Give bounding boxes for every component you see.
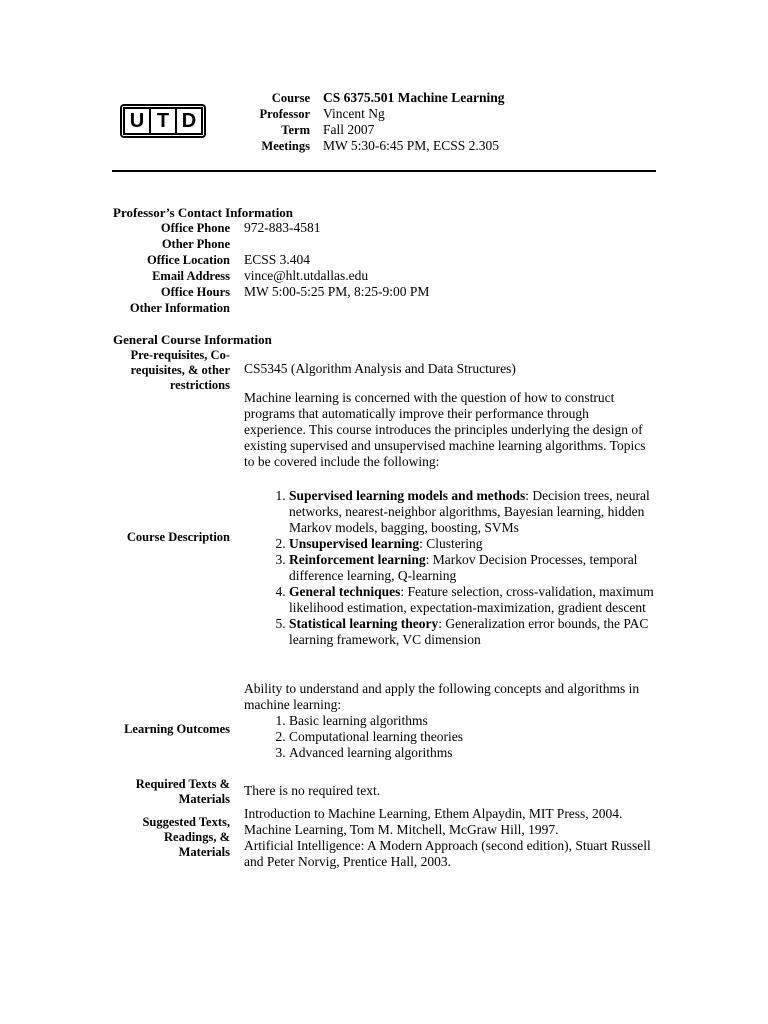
topic-text: : Clustering: [419, 536, 483, 551]
professor-label: Professor: [259, 107, 310, 121]
contact-section-title: Professor’s Contact Information: [113, 205, 294, 220]
topic-item: [289, 552, 654, 584]
suggested-texts-label-line-3: Materials: [178, 845, 230, 859]
office-phone-value: 972-883-4581: [244, 220, 321, 235]
office-location-label: Office Location: [147, 253, 230, 267]
meetings-label: Meetings: [261, 139, 310, 153]
other-phone-label: Other Phone: [161, 237, 230, 251]
topic-title: Unsupervised learning: [289, 536, 420, 551]
suggested-text-3: Artificial Intelligence: A Modern Approach (second edition), Stuart Russell and Peter Norvig, Prentice Hall, 2003.: [244, 838, 651, 869]
required-texts-label-line-2: Materials: [178, 792, 230, 806]
topic-text: : Decision trees, neural networks, nearest-neighbor algorithms, Bayesian learning, hidden Markov models, bagging, boosting, SVMs: [289, 488, 650, 535]
required-texts-value: There is no required text.: [244, 783, 381, 798]
suggested-text-2: Machine Learning, Tom M. Mitchell, McGraw Hill, 1997.: [244, 822, 559, 837]
logo-letter-t: T: [151, 107, 177, 135]
prereq-value: CS5345 (Algorithm Analysis and Data Structures): [244, 361, 516, 376]
topic-item: [289, 616, 654, 648]
topic-item: [289, 584, 654, 616]
logo-letter-d: D: [177, 107, 203, 135]
meetings-value: MW 5:30-6:45 PM, ECSS 2.305: [323, 138, 500, 153]
other-info-label: Other Information: [129, 301, 230, 315]
outcome-item: 1. Basic learning algorithms: [289, 713, 654, 729]
topic-title: Statistical learning theory: [289, 616, 439, 631]
outcome-item: 3. Advanced learning algorithms: [289, 745, 654, 761]
suggested-text-1: Introduction to Machine Learning, Ethem Alpaydin, MIT Press, 2004.: [244, 806, 623, 821]
topic-item: [289, 488, 654, 536]
office-phone-label: Office Phone: [160, 221, 230, 235]
topic-text: : Feature selection, cross-validation, maximum likelihood estimation, expectation-maximization, gradient descent: [289, 584, 654, 615]
term-value: Fall 2007: [323, 122, 375, 137]
office-location-value: ECSS 3.404: [244, 252, 311, 267]
header-divider: [112, 170, 656, 172]
topic-item: [289, 536, 654, 552]
prereq-label-line-1: Pre-requisites, Co-: [130, 348, 230, 362]
course-description-label: Course Description: [126, 530, 230, 544]
general-section-title: General Course Information: [113, 332, 272, 347]
office-hours-value: MW 5:00-5:25 PM, 8:25-9:00 PM: [244, 284, 430, 299]
topic-title: Supervised learning models and methods: [289, 488, 526, 503]
prereq-label-line-2: requisites, & other: [130, 363, 230, 377]
email-label: Email Address: [152, 269, 230, 283]
term-label: Term: [281, 123, 310, 137]
outcomes-label: Learning Outcomes: [124, 722, 230, 736]
course-label: Course: [271, 91, 310, 105]
topics-list: [244, 488, 654, 648]
office-hours-label: Office Hours: [160, 285, 230, 299]
course-description-intro: Machine learning is concerned with the question of how to construct programs that automatically improve their performance through experience. This course introduces the principles underlying the design of existing supervised and unsupervised machine learning algorithms. Topics to be covered include the following:: [244, 390, 646, 469]
outcomes-intro: Ability to understand and apply the following concepts and algorithms in machine learning:: [244, 681, 640, 712]
course-value: CS 6375.501 Machine Learning: [323, 90, 505, 105]
required-texts-label-line-1: Required Texts &: [135, 777, 230, 791]
topic-text: : Markov Decision Processes, temporal difference learning, Q-learning: [289, 552, 638, 583]
topic-title: Reinforcement learning: [289, 552, 426, 567]
professor-value: Vincent Ng: [323, 106, 385, 121]
prereq-label-line-3: restrictions: [169, 378, 230, 392]
topic-text: : Generalization error bounds, the PAC learning framework, VC dimension: [289, 616, 649, 647]
suggested-texts-label-line-1: Suggested Texts,: [142, 815, 230, 829]
suggested-texts-label-line-2: Readings, &: [164, 830, 230, 844]
logo-letter-u: U: [123, 107, 151, 135]
outcomes-list: [244, 713, 654, 761]
outcome-item: 2. Computational learning theories: [289, 729, 654, 745]
email-value: vince@hlt.utdallas.edu: [244, 268, 369, 283]
topic-title: General techniques: [289, 584, 401, 599]
